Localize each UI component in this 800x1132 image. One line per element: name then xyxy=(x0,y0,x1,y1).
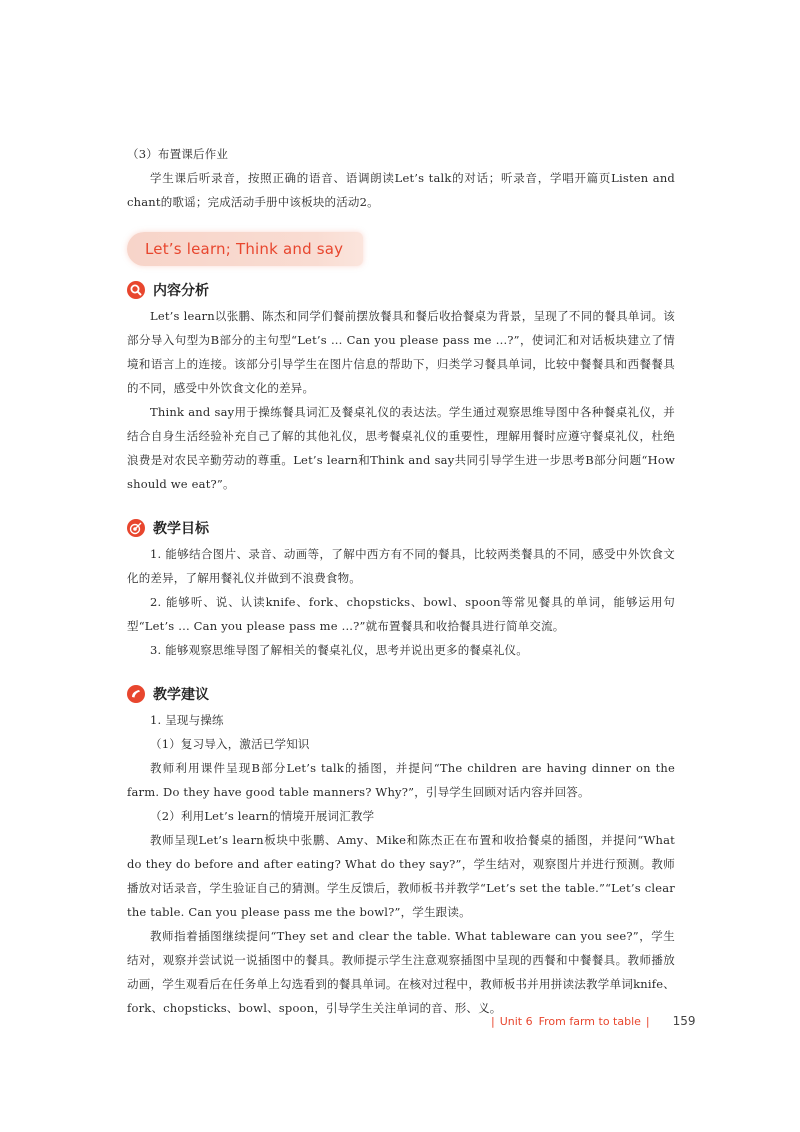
footer-unit-title: From farm to table xyxy=(538,1014,641,1028)
content-analysis-title: 内容分析 xyxy=(153,283,209,299)
teaching-suggestions-header xyxy=(127,684,675,704)
footer-unit: Unit 6 xyxy=(499,1014,533,1028)
teaching-goals-header xyxy=(127,518,675,538)
section-banner xyxy=(127,232,363,266)
sub-heading-2: （2）利用Let’s learn的情境开展词汇教学 xyxy=(150,809,375,823)
teaching-goals-title: 教学目标 xyxy=(153,521,209,537)
teaching-goal-1: 1. 能够结合图片、录音、动画等，了解中西方有不同的餐具，比较两类餐具的不同，感受中外饮食文化的差异，了解用餐礼仪并做到不浪费食物。 xyxy=(127,547,675,585)
search-icon xyxy=(127,281,145,299)
target-icon xyxy=(127,519,145,537)
content-analysis-paragraph-2: Think and say用于操练餐具词汇及餐桌礼仪的表达法。学生通过观察思维导图中各种餐桌礼仪，并结合自身生活经验补充自己了解的其他礼仪，思考餐桌礼仪的重要性，理解用餐时应遵守餐桌礼仪，杜绝浪费是对农民辛勤劳动的尊重。Let’s learn和Think and say共同引导学生进一步思考B部分问题“How should we eat?”。 xyxy=(127,405,675,491)
teaching-goal-2: 2. 能够听、说、认读knife、fork、chopsticks、bowl、spoon等常见餐具的单词，能够运用句型“Let’s ... Can you please pass me ...?”就布置餐具和收拾餐具进行简单交流。 xyxy=(127,595,675,633)
step-heading: 1. 呈现与操练 xyxy=(150,713,224,727)
teaching-goal-3: 3. 能够观察思维导图了解相关的餐桌礼仪，思考并说出更多的餐桌礼仪。 xyxy=(150,643,528,657)
sub-text-2a: 教师呈现Let’s learn板块中张鹏、Amy、Mike和陈杰正在布置和收拾餐桌的插图，并提问“What do they do before and after eating? What do they say?”，学生结对，观察图片并进行预测。教师播放对话录音，学生验证自己的猜测。学生反馈后，教师板书并教学“Let’s set the table.”“Let’s clear the table. Can you please pass me the bowl?”，学生跟读。 xyxy=(127,833,675,919)
hand-icon xyxy=(127,685,145,703)
sub-text-2b: 教师指着插图继续提问“They set and clear the table. What tableware can you see?”，学生结对，观察并尝试说一说插图中的餐具。教师提示学生注意观察插图中呈现的西餐和中餐餐具。教师播放动画，学生观看后在任务单上勾选看到的餐具单词。在核对过程中，教师板书并用拼读法教学单词knife、fork、chopsticks、bowl、spoon，引导学生关注单词的音、形、义。 xyxy=(127,929,675,1015)
teaching-suggestions-title: 教学建议 xyxy=(153,687,209,703)
footer-divider-right: | xyxy=(645,1014,650,1028)
page-number: 159 xyxy=(672,1014,696,1028)
homework-heading: （3）布置课后作业 xyxy=(127,147,229,161)
page-content xyxy=(127,142,675,1020)
banner-label: Let’s learn; Think and say xyxy=(145,240,344,258)
sub-text-1: 教师利用课件呈现B部分Let’s talk的插图，并提问“The children are having dinner on the farm. Do they have good table manners? Why?”，引导学生回顾对话内容并回答。 xyxy=(127,761,675,799)
sub-heading-1: （1）复习导入，激活已学知识 xyxy=(150,737,310,751)
content-analysis-paragraph-1: Let’s learn以张鹏、陈杰和同学们餐前摆放餐具和餐后收拾餐桌为背景，呈现了不同的餐具单词。该部分导入句型为B部分的主句型“Let’s ... Can you please pass me ...?”，使词汇和对话板块建立了情境和语言上的连接。该部分引导学生在图片信息的帮助下，归类学习餐具单词，比较中餐餐具和西餐餐具的不同，感受中外饮食文化的差异。 xyxy=(127,309,675,395)
page-footer xyxy=(486,1014,696,1028)
content-analysis-header xyxy=(127,280,675,300)
homework-text: 学生课后听录音，按照正确的语音、语调朗读Let’s talk的对话；听录音，学唱开篇页Listen and chant的歌谣；完成活动手册中该板块的活动2。 xyxy=(127,171,675,209)
footer-divider: | xyxy=(491,1014,495,1028)
